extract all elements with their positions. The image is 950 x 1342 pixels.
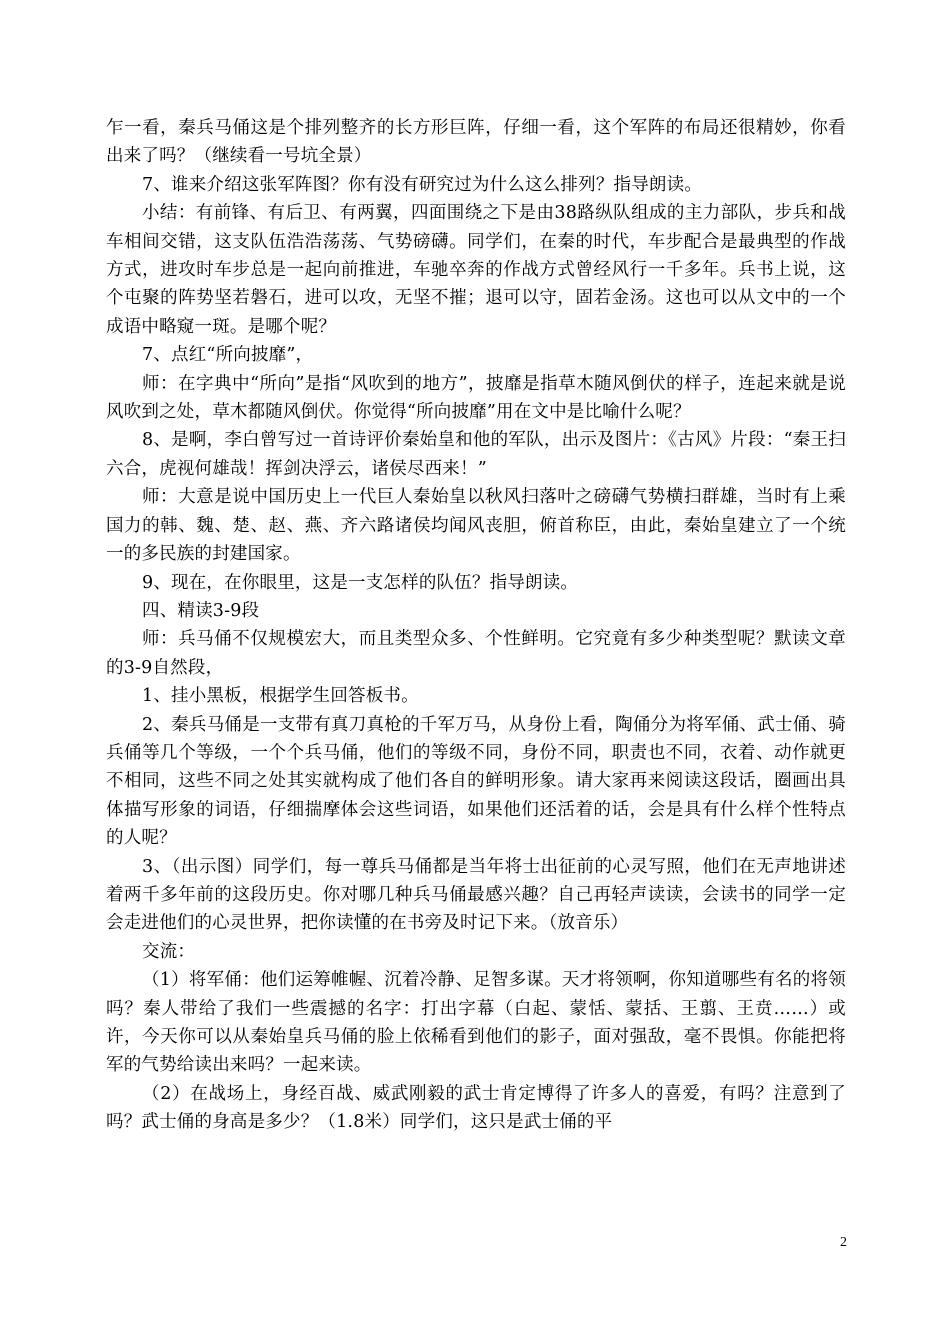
paragraph-11: 1、挂小黑板，根据学生回答板书。	[142, 686, 419, 707]
paragraph-6: 8、是啊，李白曾写过一首诗评价秦始皇和他的军队，出示及图片：《古风》片段：“秦王扫六合，虎视何雄哉！挥剑决浮云，诸侯尽西来！”	[106, 430, 846, 479]
paragraph-16: （2）在战场上，身经百战、威武刚毅的武士肯定博得了许多人的喜爱，有吗？注意到了吗？武士俑的身高是多少？（1.8米）同学们，这只是武士俑的平	[106, 1083, 846, 1133]
paragraph-2: 7、谁来介绍这张军阵图？你有没有研究过为什么这么排列？指导朗读。	[142, 174, 703, 195]
page-number: 2	[840, 1235, 847, 1250]
paragraph-8: 9、现在，在你眼里，这是一支怎样的队伍？指导朗读。	[142, 572, 579, 593]
paragraph-1: 乍一看，秦兵马俑这是个排列整齐的长方形巨阵，仔细一看，这个军阵的布局还很精妙，你看出来了吗？（继续看一号坑全景）	[106, 118, 846, 167]
paragraph-15: （1）将军俑：他们运筹帷幄、沉着冷静、足智多谋。天才将领啊，你知道哪些有名的将领吗？秦人带给了我们一些震撼的名字：打出字幕（白起、蒙恬、蒙括、王翦、王贲……）或许，今天你可以从秦始皇兵马俑的脸上依稀看到他们的影子，面对强敌，毫不畏惧。你能把将军的气势给读出来吗？一起来读。	[106, 970, 846, 1076]
paragraph-10: 师：兵马俑不仅规模宏大，而且类型众多、个性鲜明。它究竟有多少种类型呢？默读文章的3-9自然段，	[106, 629, 846, 678]
paragraph-13: 3、（出示图）同学们，每一尊兵马俑都是当年将士出征前的心灵写照，他们在无声地讲述着两千多年前的这段历史。你对哪几种兵马俑最感兴趣？自己再轻声读读，会读书的同学一定会走进他们的心灵世界，把你读懂的在书旁及时记下来。（放音乐）	[106, 856, 846, 934]
paragraph-5: 师：在字典中“所向”是指“风吹到的地方”，披靡是指草木随风倒伏的样子，连起来就是说风吹到之处，草木都随风倒伏。你觉得“所向披靡”用在文中是比喻什么呢？	[106, 373, 846, 423]
paragraph-12: 2、秦兵马俑是一支带有真刀真枪的千军万马，从身份上看，陶俑分为将军俑、武士俑、骑兵俑等几个等级，一个个兵马俑，他们的等级不同，身份不同，职责也不同，衣着、动作就更不相同，这些不同之处其实就构成了他们各自的鲜明形象。请大家再来阅读这段话，圈画出具体描写形象的词语，仔细揣摩体会这些词语，如果他们还活着的话，会是具有什么样个性特点的人呢？	[106, 714, 846, 849]
section-heading: 四、精读3-9段	[142, 600, 260, 621]
paragraph-7: 师：大意是说中国历史上一代巨人秦始皇以秋风扫落叶之磅礴气势横扫群雄，当时有上乘国力的韩、魏、楚、赵、燕、齐六路诸侯均闻风丧胆，俯首称臣，由此，秦始皇建立了一个统一的多民族的封建国家。	[106, 487, 846, 565]
paragraph-4: 7、点红“所向披靡”，	[142, 345, 314, 366]
document-body	[106, 114, 846, 1137]
paragraph-14: 交流：	[142, 941, 196, 962]
paragraph-3: 小结：有前锋、有后卫、有两翼，四面围绕之下是由38路纵队组成的主力部队，步兵和战车相间交错，这支队伍浩浩荡荡、气势磅礴。同学们，在秦的时代，车步配合是最典型的作战方式，进攻时车步总是一起向前推进，车驰卒奔的作战方式曾经风行一千多年。兵书上说，这个屯聚的阵势坚若磐石，进可以攻，无坚不摧；退可以守，固若金汤。这也可以从文中的一个成语中略窥一斑。是哪个呢？	[106, 203, 846, 337]
